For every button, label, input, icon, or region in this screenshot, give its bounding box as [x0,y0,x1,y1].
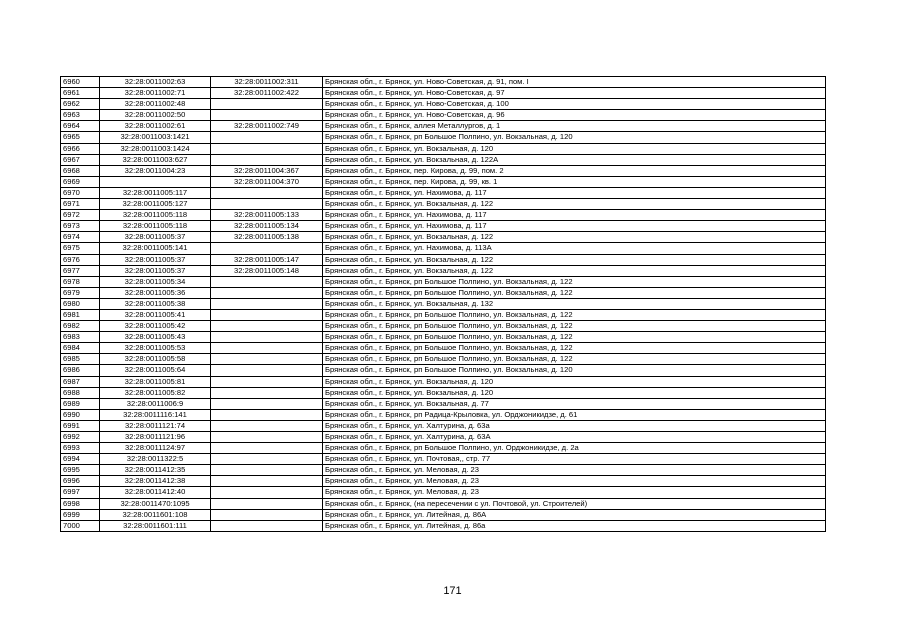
linked-cadastral-number-cell [211,476,323,487]
address-cell: Брянская обл., г. Брянск, рп Большое Полпино, ул. Вокзальная, д. 122 [323,276,826,287]
table-row [61,409,826,420]
address-cell: Брянская обл., г. Брянск, ул. Вокзальная, д. 122 [323,254,826,265]
table-row [61,420,826,431]
cadastral-number-cell: 32:28:0011412:38 [100,476,211,487]
row-number-cell: 6961 [61,88,100,99]
row-number-cell: 6981 [61,309,100,320]
address-cell: Брянская обл., г. Брянск, рп Большое Полпино, ул. Вокзальная, д. 122 [323,321,826,332]
address-cell: Брянская обл., г. Брянск, ул. Вокзальная, д. 120 [323,376,826,387]
cadastral-number-cell: 32:28:0011005:117 [100,187,211,198]
page-number: 171 [443,585,462,597]
cadastral-number-cell: 32:28:0011006:9 [100,398,211,409]
table-row [61,243,826,254]
address-cell: Брянская обл., г. Брянск, рп Большое Полпино, ул. Вокзальная, д. 122 [323,354,826,365]
cadastral-number-cell: 32:28:0011005:41 [100,309,211,320]
address-cell: Брянская обл., г. Брянск, ул. Вокзальная, д. 120 [323,387,826,398]
linked-cadastral-number-cell [211,498,323,509]
address-cell: Брянская обл., г. Брянск, ул. Вокзальная, д. 122 [323,199,826,210]
address-cell: Брянская обл., г. Брянск, пер. Кирова, д. 99, кв. 1 [323,176,826,187]
linked-cadastral-number-cell [211,520,323,531]
table-row [61,376,826,387]
row-number-cell: 6975 [61,243,100,254]
row-number-cell: 6967 [61,154,100,165]
cadastral-number-cell: 32:28:0011005:42 [100,321,211,332]
row-number-cell: 6996 [61,476,100,487]
linked-cadastral-number-cell [211,298,323,309]
cadastral-number-cell: 32:28:0011005:81 [100,376,211,387]
table-row [61,154,826,165]
row-number-cell: 6982 [61,321,100,332]
linked-cadastral-number-cell [211,343,323,354]
address-cell: Брянская обл., г. Брянск, ул. Нахимова, д. 113А [323,243,826,254]
cadastral-number-cell: 32:28:0011005:38 [100,298,211,309]
cadastral-number-cell: 32:28:0011005:37 [100,265,211,276]
linked-cadastral-number-cell [211,154,323,165]
linked-cadastral-number-cell: 32:28:0011005:148 [211,265,323,276]
linked-cadastral-number-cell [211,132,323,143]
address-cell: Брянская обл., г. Брянск, ул. Меловая, д. 23 [323,487,826,498]
linked-cadastral-number-cell [211,110,323,121]
row-number-cell: 6992 [61,432,100,443]
address-cell: Брянская обл., г. Брянск, ул. Халтурина, д. 63а [323,420,826,431]
linked-cadastral-number-cell [211,465,323,476]
address-cell: Брянская обл., г. Брянск, ул. Литейная, д. 86А [323,509,826,520]
linked-cadastral-number-cell [211,287,323,298]
table-row [61,509,826,520]
cadastral-number-cell: 32:28:0011003:1421 [100,132,211,143]
table-row [61,132,826,143]
cadastral-number-cell: 32:28:0011121:96 [100,432,211,443]
address-cell: Брянская обл., г. Брянск, рп Большое Полпино, ул. Вокзальная, д. 122 [323,332,826,343]
linked-cadastral-number-cell [211,243,323,254]
table-row [61,309,826,320]
row-number-cell: 6989 [61,398,100,409]
row-number-cell: 6968 [61,165,100,176]
table-row [61,520,826,531]
row-number-cell: 6979 [61,287,100,298]
cadastral-number-cell: 32:28:0011002:61 [100,121,211,132]
address-cell: Брянская обл., г. Брянск, ул. Ново-Советская, д. 100 [323,99,826,110]
row-number-cell: 6965 [61,132,100,143]
address-cell: Брянская обл., г. Брянск, ул. Меловая, д. 23 [323,476,826,487]
cadastral-number-cell: 32:28:0011124:97 [100,443,211,454]
table-row [61,176,826,187]
address-cell: Брянская обл., г. Брянск, ул. Халтурина, д. 63А [323,432,826,443]
address-cell: Брянская обл., г. Брянск, (на пересечении с ул. Почтовой, ул. Строителей) [323,498,826,509]
table-row [61,476,826,487]
address-cell: Брянская обл., г. Брянск, ул. Вокзальная, д. 132 [323,298,826,309]
address-cell: Брянская обл., г. Брянск, рп Большое Полпино, ул. Вокзальная, д. 122 [323,309,826,320]
linked-cadastral-number-cell [211,432,323,443]
cadastral-number-cell: 32:28:0011005:82 [100,387,211,398]
row-number-cell: 6972 [61,210,100,221]
address-cell: Брянская обл., г. Брянск, ул. Вокзальная, д. 122 [323,265,826,276]
table-row [61,332,826,343]
address-cell: Брянская обл., г. Брянск, пер. Кирова, д. 99, пом. 2 [323,165,826,176]
row-number-cell: 6987 [61,376,100,387]
table-row [61,110,826,121]
cadastral-number-cell: 32:28:0011005:53 [100,343,211,354]
linked-cadastral-number-cell [211,143,323,154]
linked-cadastral-number-cell: 32:28:0011005:133 [211,210,323,221]
table-row [61,343,826,354]
cadastral-number-cell: 32:28:0011412:40 [100,487,211,498]
address-cell: Брянская обл., г. Брянск, ул. Литейная, д. 86а [323,520,826,531]
cadastral-number-cell: 32:28:0011002:50 [100,110,211,121]
cadastral-number-cell: 32:28:0011601:111 [100,520,211,531]
address-cell: Брянская обл., г. Брянск, ул. Вокзальная, д. 77 [323,398,826,409]
table-row [61,276,826,287]
table-row [61,221,826,232]
linked-cadastral-number-cell: 32:28:0011005:138 [211,232,323,243]
cadastral-number-cell: 32:28:0011002:48 [100,99,211,110]
table-row [61,465,826,476]
linked-cadastral-number-cell: 32:28:0011004:367 [211,165,323,176]
cadastral-number-cell: 32:28:0011002:71 [100,88,211,99]
address-cell: Брянская обл., г. Брянск, ул. Ново-Советская, д. 91, пом. I [323,77,826,88]
table-row [61,265,826,276]
row-number-cell: 6973 [61,221,100,232]
row-number-cell: 6993 [61,443,100,454]
table-row [61,443,826,454]
cadastral-number-cell: 32:28:0011601:108 [100,509,211,520]
cadastral-number-cell: 32:28:0011005:118 [100,210,211,221]
address-cell: Брянская обл., г. Брянск, ул. Нахимова, д. 117 [323,187,826,198]
row-number-cell: 6985 [61,354,100,365]
linked-cadastral-number-cell [211,276,323,287]
table-row [61,77,826,88]
linked-cadastral-number-cell: 32:28:0011002:422 [211,88,323,99]
table-row [61,321,826,332]
linked-cadastral-number-cell [211,454,323,465]
table-row [61,254,826,265]
table-row [61,454,826,465]
address-cell: Брянская обл., г. Брянск, рп Большое Полпино, ул. Орджоникидзе, д. 2а [323,443,826,454]
cadastral-number-cell: 32:28:0011005:141 [100,243,211,254]
table-row [61,365,826,376]
row-number-cell: 6969 [61,176,100,187]
cadastral-number-cell: 32:28:0011005:43 [100,332,211,343]
cadastral-number-cell: 32:28:0011121:74 [100,420,211,431]
address-cell: Брянская обл., г. Брянск, ул. Вокзальная, д. 120 [323,143,826,154]
cadastral-number-cell: 32:28:0011002:63 [100,77,211,88]
address-cell: Брянская обл., г. Брянск, ул. Почтовая,, стр. 77 [323,454,826,465]
cadastral-number-cell: 32:28:0011470:1095 [100,498,211,509]
linked-cadastral-number-cell [211,187,323,198]
row-number-cell: 6984 [61,343,100,354]
linked-cadastral-number-cell [211,420,323,431]
table-row [61,487,826,498]
cadastral-number-cell: 32:28:0011116:141 [100,409,211,420]
row-number-cell: 6998 [61,498,100,509]
table-row [61,398,826,409]
row-number-cell: 6980 [61,298,100,309]
cadastral-number-cell: 32:28:0011005:36 [100,287,211,298]
address-cell: Брянская обл., г. Брянск, рп Радица-Крыловка, ул. Орджоникидзе, д. 61 [323,409,826,420]
row-number-cell: 6994 [61,454,100,465]
cadastral-table [60,76,826,532]
linked-cadastral-number-cell [211,509,323,520]
cadastral-number-cell: 32:28:0011005:37 [100,254,211,265]
linked-cadastral-number-cell [211,409,323,420]
cadastral-number-cell: 32:28:0011005:58 [100,354,211,365]
table-row [61,143,826,154]
linked-cadastral-number-cell: 32:28:0011002:311 [211,77,323,88]
linked-cadastral-number-cell [211,332,323,343]
row-number-cell: 6990 [61,409,100,420]
table-row [61,199,826,210]
address-cell: Брянская обл., г. Брянск, ул. Нахимова, д. 117 [323,210,826,221]
table-row [61,232,826,243]
row-number-cell: 7000 [61,520,100,531]
address-cell: Брянская обл., г. Брянск, аллея Металлургов, д. 1 [323,121,826,132]
row-number-cell: 6962 [61,99,100,110]
address-cell: Брянская обл., г. Брянск, рп Большое Полпино, ул. Вокзальная, д. 122 [323,287,826,298]
address-cell: Брянская обл., г. Брянск, ул. Меловая, д. 23 [323,465,826,476]
table-row [61,121,826,132]
address-cell: Брянская обл., г. Брянск, ул. Нахимова, д. 117 [323,221,826,232]
linked-cadastral-number-cell [211,398,323,409]
row-number-cell: 6970 [61,187,100,198]
table-row [61,298,826,309]
cadastral-number-cell: 32:28:0011005:127 [100,199,211,210]
row-number-cell: 6991 [61,420,100,431]
cadastral-number-cell: 32:28:0011322:5 [100,454,211,465]
cadastral-number-cell [100,176,211,187]
row-number-cell: 6977 [61,265,100,276]
linked-cadastral-number-cell [211,199,323,210]
table-row [61,498,826,509]
row-number-cell: 6988 [61,387,100,398]
row-number-cell: 6995 [61,465,100,476]
address-cell: Брянская обл., г. Брянск, рп Большое Полпино, ул. Вокзальная, д. 122 [323,343,826,354]
table-row [61,165,826,176]
address-cell: Брянская обл., г. Брянск, ул. Ново-Советская, д. 96 [323,110,826,121]
linked-cadastral-number-cell [211,309,323,320]
row-number-cell: 6971 [61,199,100,210]
linked-cadastral-number-cell: 32:28:0011002:749 [211,121,323,132]
table-row [61,88,826,99]
table-row [61,99,826,110]
linked-cadastral-number-cell [211,365,323,376]
row-number-cell: 6978 [61,276,100,287]
row-number-cell: 6966 [61,143,100,154]
linked-cadastral-number-cell [211,354,323,365]
linked-cadastral-number-cell: 32:28:0011005:134 [211,221,323,232]
cadastral-number-cell: 32:28:0011005:64 [100,365,211,376]
cadastral-number-cell: 32:28:0011412:35 [100,465,211,476]
linked-cadastral-number-cell [211,99,323,110]
linked-cadastral-number-cell: 32:28:0011005:147 [211,254,323,265]
row-number-cell: 6964 [61,121,100,132]
cadastral-number-cell: 32:28:0011003:627 [100,154,211,165]
cadastral-number-cell: 32:28:0011003:1424 [100,143,211,154]
linked-cadastral-number-cell [211,376,323,387]
row-number-cell: 6983 [61,332,100,343]
cadastral-number-cell: 32:28:0011005:34 [100,276,211,287]
address-cell: Брянская обл., г. Брянск, рп Большое Полпино, ул. Вокзальная, д. 120 [323,132,826,143]
table-row [61,387,826,398]
table-row [61,187,826,198]
address-cell: Брянская обл., г. Брянск, ул. Ново-Советская, д. 97 [323,88,826,99]
table-body [61,77,826,532]
row-number-cell: 6976 [61,254,100,265]
address-cell: Брянская обл., г. Брянск, рп Большое Полпино, ул. Вокзальная, д. 120 [323,365,826,376]
cadastral-number-cell: 32:28:0011004:23 [100,165,211,176]
address-cell: Брянская обл., г. Брянск, ул. Вокзальная, д. 122 [323,232,826,243]
address-cell: Брянская обл., г. Брянск, ул. Вокзальная, д. 122А [323,154,826,165]
row-number-cell: 6997 [61,487,100,498]
row-number-cell: 6960 [61,77,100,88]
cadastral-number-cell: 32:28:0011005:37 [100,232,211,243]
linked-cadastral-number-cell [211,487,323,498]
linked-cadastral-number-cell [211,387,323,398]
linked-cadastral-number-cell [211,321,323,332]
table-row [61,432,826,443]
cadastral-number-cell: 32:28:0011005:118 [100,221,211,232]
linked-cadastral-number-cell: 32:28:0011004:370 [211,176,323,187]
row-number-cell: 6963 [61,110,100,121]
row-number-cell: 6999 [61,509,100,520]
table-row [61,210,826,221]
linked-cadastral-number-cell [211,443,323,454]
table-row [61,287,826,298]
table-row [61,354,826,365]
row-number-cell: 6974 [61,232,100,243]
row-number-cell: 6986 [61,365,100,376]
